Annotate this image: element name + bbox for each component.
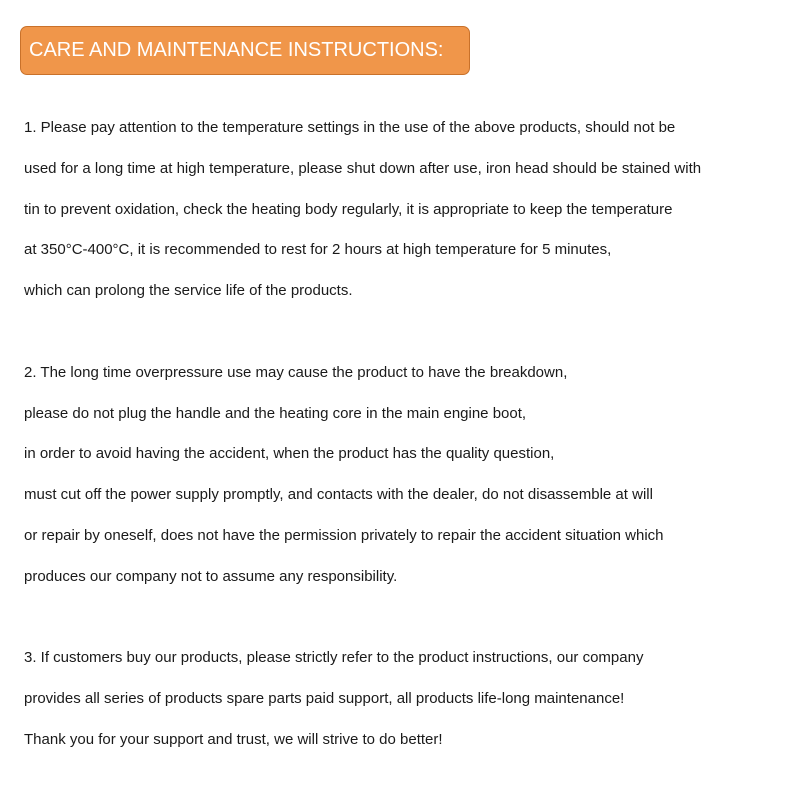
section-title: CARE AND MAINTENANCE INSTRUCTIONS:	[29, 39, 444, 61]
text-line: tin to prevent oxidation, check the heating body regularly, it is appropriate to keep the temperature	[24, 200, 673, 218]
text-line: Thank you for your support and trust, we will strive to do better!	[24, 730, 443, 748]
text-line: provides all series of products spare parts paid support, all products life-long maintenance!	[24, 690, 625, 708]
paragraph-spacer	[24, 605, 784, 646]
text-line: in order to avoid having the accident, when the product has the quality question,	[24, 445, 555, 463]
text-line: 1. Please pay attention to the temperature settings in the use of the above products, should not be	[24, 119, 676, 136]
text-line: 2. The long time overpressure use may cause the product to have the breakdown,	[24, 363, 568, 381]
instruction-paragraph-2	[24, 360, 784, 605]
instructions-body	[24, 115, 784, 768]
text-line: must cut off the power supply promptly, and contacts with the dealer, do not disassemble at will	[24, 486, 653, 504]
text-line: or repair by oneself, does not have the permission privately to repair the accident situation which	[24, 526, 664, 544]
text-line: which can prolong the service life of the products.	[24, 282, 353, 300]
text-line: produces our company not to assume any responsibility.	[24, 567, 398, 585]
text-line: please do not plug the handle and the heating core in the main engine boot,	[24, 404, 527, 422]
instruction-paragraph-3	[24, 645, 784, 767]
paragraph-spacer	[24, 319, 784, 360]
text-line: 3. If customers buy our products, please strictly refer to the product instructions, our company	[24, 649, 644, 667]
instruction-paragraph-1	[24, 115, 784, 319]
text-line: at 350°C-400°C, it is recommended to rest for 2 hours at high temperature for 5 minutes,	[24, 241, 612, 259]
section-title-banner	[20, 26, 470, 75]
text-line: used for a long time at high temperature, please shut down after use, iron head should be stained with	[24, 159, 702, 177]
